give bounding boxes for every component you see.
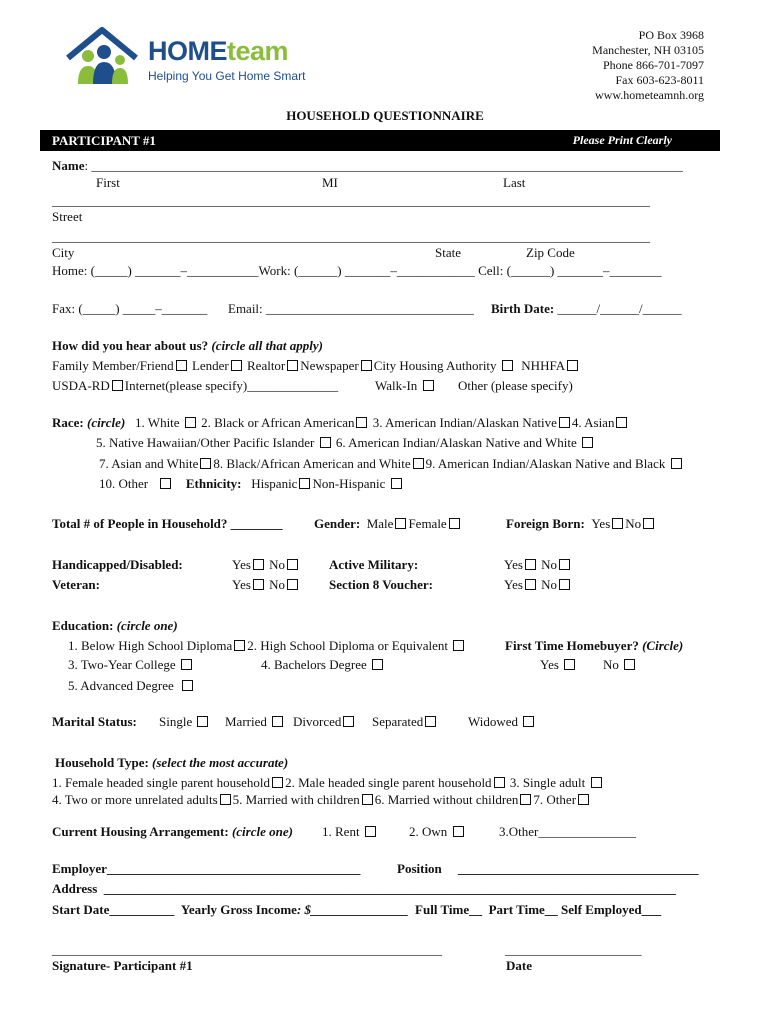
mi-caption: MI bbox=[322, 175, 338, 190]
checkbox-rent[interactable] bbox=[365, 826, 376, 837]
race-black-white: 8. Black/African American and White bbox=[213, 456, 411, 471]
checkbox-male[interactable] bbox=[395, 518, 406, 529]
foreign-yes: Yes bbox=[591, 516, 611, 531]
brand-name bbox=[148, 36, 288, 66]
birth-date-label: Birth Date: bbox=[491, 301, 555, 316]
employment-row bbox=[52, 902, 661, 918]
housing-own: 2. Own bbox=[409, 824, 448, 839]
housing-hint: (circle one) bbox=[228, 824, 293, 839]
self-employed-field[interactable]: Self Employed___ bbox=[561, 902, 662, 917]
gender-group bbox=[314, 516, 462, 532]
option-family-friend: Family Member/Friend bbox=[52, 358, 174, 373]
htype-unrelated: 4. Two or more unrelated adults bbox=[52, 792, 218, 807]
employer-address-field[interactable]: ________________________________________________________________________________________ bbox=[103, 881, 676, 896]
housing-own-group bbox=[409, 824, 466, 840]
option-newspaper: Newspaper bbox=[300, 358, 359, 373]
checkbox-below-hs[interactable] bbox=[234, 640, 245, 651]
race-row1 bbox=[52, 415, 629, 431]
htype-female-single: 1. Female headed single parent household bbox=[52, 775, 271, 790]
education-heading bbox=[52, 618, 178, 634]
brand-tagline: Helping You Get Home Smart bbox=[148, 69, 306, 83]
education-bachelors: 4. Bachelors Degree bbox=[261, 657, 367, 672]
race-asian: 4. Asian bbox=[571, 415, 615, 430]
option-internet[interactable]: Internet(please specify)______________ bbox=[124, 378, 339, 393]
city-caption: City bbox=[52, 245, 75, 260]
organization-address bbox=[592, 28, 704, 103]
state-caption: State bbox=[435, 245, 461, 260]
household-type-row2 bbox=[52, 792, 591, 808]
checkbox-advanced[interactable] bbox=[182, 680, 193, 691]
employer-address-label: Address bbox=[52, 881, 98, 896]
military-no: No bbox=[541, 557, 558, 572]
section8-options bbox=[504, 577, 572, 593]
fthb-no-group bbox=[603, 657, 637, 673]
checkbox-race-native-hawaiian[interactable] bbox=[320, 437, 331, 448]
checkbox-male-single[interactable] bbox=[494, 777, 505, 788]
race-row4 bbox=[99, 476, 404, 492]
name-field[interactable]: : ___________________________________________________________________________________________ bbox=[84, 158, 683, 173]
race-other: 10. Other bbox=[99, 476, 149, 491]
military-yes: Yes bbox=[504, 557, 523, 572]
section8-yes: Yes bbox=[504, 577, 523, 592]
brand-team: team bbox=[227, 36, 289, 66]
print-clearly-note: Please Print Clearly bbox=[572, 133, 672, 147]
handicapped-no: No bbox=[269, 557, 286, 572]
address-row bbox=[52, 881, 676, 897]
brand-home: HOME bbox=[148, 36, 227, 66]
checkbox-divorced[interactable] bbox=[343, 716, 354, 727]
checkbox-single-adult[interactable] bbox=[591, 777, 602, 788]
education-two-year: 3. Two-Year College bbox=[68, 657, 176, 672]
fthb-label: First Time Homebuyer? bbox=[505, 638, 639, 653]
fthb-yes-group bbox=[540, 657, 577, 673]
ethnicity-label: Ethnicity: bbox=[185, 476, 242, 491]
checkbox-race-black-white[interactable] bbox=[413, 458, 424, 469]
fax-field[interactable]: Fax: (_____) _____–_______ bbox=[52, 301, 208, 316]
checkbox-htype-other[interactable] bbox=[578, 794, 589, 805]
race-white: 1. White bbox=[135, 415, 180, 430]
part-time-field[interactable]: Part Time__ bbox=[488, 902, 558, 917]
checkbox-race-american-indian-white[interactable] bbox=[582, 437, 593, 448]
fthb-yes: Yes bbox=[540, 657, 559, 672]
option-walk-in: Walk-In bbox=[375, 378, 418, 393]
marital-single: Single bbox=[159, 714, 193, 729]
checkbox-usda-rd[interactable] bbox=[112, 380, 123, 391]
housing-other-field[interactable]: 3.Other_______________ bbox=[499, 824, 636, 839]
checkbox-veteran-no[interactable] bbox=[287, 579, 298, 590]
checkbox-married-no-children[interactable] bbox=[520, 794, 531, 805]
checkbox-hispanic[interactable] bbox=[299, 478, 310, 489]
name-row bbox=[52, 158, 683, 174]
marital-label: Marital Status: bbox=[52, 714, 137, 729]
hear-options-row2 bbox=[52, 378, 338, 394]
birth-date-field[interactable]: ______/______/______ bbox=[554, 301, 682, 316]
position-field[interactable]: _____________________________________ bbox=[458, 861, 699, 876]
ethnicity-non-hispanic: Non-Hispanic bbox=[312, 476, 386, 491]
participant-label: PARTICIPANT #1 bbox=[52, 133, 156, 148]
foreign-no: No bbox=[625, 516, 642, 531]
option-city-housing: City Housing Authority bbox=[373, 358, 497, 373]
checkbox-race-black[interactable] bbox=[356, 417, 367, 428]
full-time-field[interactable]: Full Time__ bbox=[415, 902, 483, 917]
section8-label: Section 8 Voucher: bbox=[329, 577, 433, 592]
checkbox-own[interactable] bbox=[453, 826, 464, 837]
option-realtor: Realtor bbox=[247, 358, 286, 373]
address-line: Fax 603-623-8011 bbox=[615, 73, 704, 87]
option-other[interactable]: Other (please specify) bbox=[458, 378, 573, 393]
housing-label: Current Housing Arrangement: bbox=[52, 824, 229, 839]
street-field[interactable]: ____________________________________________________________________________________________ bbox=[52, 193, 650, 208]
htype-male-single: 2. Male headed single parent household bbox=[285, 775, 492, 790]
htype-single-adult: 3. Single adult bbox=[509, 775, 586, 790]
checkbox-newspaper[interactable] bbox=[361, 360, 372, 371]
checkbox-race-american-indian[interactable] bbox=[559, 417, 570, 428]
last-caption: Last bbox=[503, 175, 526, 190]
housing-rent-group bbox=[322, 824, 378, 840]
checkbox-married-children[interactable] bbox=[362, 794, 373, 805]
housing-heading bbox=[52, 824, 293, 840]
first-caption: First bbox=[96, 175, 120, 190]
gender-male: Male bbox=[366, 516, 394, 531]
address-line: www.hometeamnh.org bbox=[595, 88, 704, 102]
education-hs: 2. High School Diploma or Equivalent bbox=[247, 638, 449, 653]
race-native-hawaiian: 5. Native Hawaiian/Other Pacific Islander bbox=[96, 435, 315, 450]
hear-options-row1 bbox=[52, 358, 580, 374]
race-label: Race: bbox=[52, 415, 84, 430]
fthb-question bbox=[505, 638, 683, 654]
date-line[interactable]: _____________________ bbox=[505, 942, 642, 957]
checkbox-race-asian[interactable] bbox=[616, 417, 627, 428]
veteran-label: Veteran: bbox=[52, 577, 100, 592]
checkbox-handicapped-no[interactable] bbox=[287, 559, 298, 570]
checkbox-hs[interactable] bbox=[453, 640, 464, 651]
military-options bbox=[504, 557, 572, 573]
hometeam-logo bbox=[66, 26, 326, 96]
household-total-field[interactable]: Total # of People in Household? ________ bbox=[52, 516, 283, 531]
zip-caption: Zip Code bbox=[526, 245, 575, 260]
checkbox-single[interactable] bbox=[197, 716, 208, 727]
checkbox-foreign-no[interactable] bbox=[643, 518, 654, 529]
education-below-hs: 1. Below High School Diploma bbox=[68, 638, 233, 653]
address-line: Phone 866-701-7097 bbox=[603, 58, 704, 72]
checkbox-handicapped-yes[interactable] bbox=[253, 559, 264, 570]
race-american-indian-black: 9. American Indian/Alaskan Native and Black bbox=[425, 456, 666, 471]
housing-rent: 1. Rent bbox=[322, 824, 360, 839]
education-advanced: 5. Advanced Degree bbox=[68, 678, 174, 693]
phone-fields[interactable]: Home: (_____) _______–___________Work: (______) _______–____________ Cell: (______) _______–________ bbox=[52, 263, 662, 278]
checkbox-fthb-no[interactable] bbox=[624, 659, 635, 670]
race-black: 2. Black or African American bbox=[201, 415, 355, 430]
checkbox-city-housing[interactable] bbox=[502, 360, 513, 371]
education-two-year-group bbox=[68, 657, 194, 673]
checkbox-bachelors[interactable] bbox=[372, 659, 383, 670]
birth-date-row bbox=[491, 301, 682, 317]
option-nhhfa: NHHFA bbox=[521, 358, 566, 373]
handicapped-options bbox=[232, 557, 300, 573]
checkbox-veteran-yes[interactable] bbox=[253, 579, 264, 590]
foreign-born-group bbox=[506, 516, 656, 532]
marital-married-group bbox=[225, 714, 285, 730]
marital-divorced-group bbox=[293, 714, 356, 730]
checkbox-section8-no[interactable] bbox=[559, 579, 570, 590]
checkbox-nhhfa[interactable] bbox=[567, 360, 578, 371]
marital-widowed: Widowed bbox=[468, 714, 519, 729]
foreign-born-label: Foreign Born: bbox=[506, 516, 585, 531]
checkbox-fthb-yes[interactable] bbox=[564, 659, 575, 670]
handicapped-label: Handicapped/Disabled: bbox=[52, 557, 183, 572]
checkbox-realtor[interactable] bbox=[287, 360, 298, 371]
marital-married: Married bbox=[225, 714, 267, 729]
street-caption: Street bbox=[52, 209, 83, 224]
household-type-hint: (select the most accurate) bbox=[148, 755, 289, 770]
race-hint: (circle) bbox=[83, 415, 126, 430]
option-lender: Lender bbox=[191, 358, 229, 373]
checkbox-unrelated[interactable] bbox=[220, 794, 231, 805]
checkbox-non-hispanic[interactable] bbox=[391, 478, 402, 489]
marital-single-group bbox=[159, 714, 210, 730]
option-usda-rd: USDA-RD bbox=[52, 378, 110, 393]
htype-other: 7. Other bbox=[533, 792, 577, 807]
checkbox-family-friend[interactable] bbox=[176, 360, 187, 371]
gender-label: Gender: bbox=[314, 516, 361, 531]
marital-divorced: Divorced bbox=[293, 714, 342, 729]
option-walkin-group bbox=[375, 378, 436, 394]
checkbox-race-white[interactable] bbox=[185, 417, 196, 428]
position-label: Position bbox=[397, 861, 442, 876]
checkbox-walk-in[interactable] bbox=[423, 380, 434, 391]
hear-question bbox=[52, 338, 323, 354]
education-bachelors-group bbox=[261, 657, 385, 673]
checkbox-lender[interactable] bbox=[231, 360, 242, 371]
checkbox-race-other[interactable] bbox=[160, 478, 171, 489]
signature-label: Signature- Participant #1 bbox=[52, 958, 193, 973]
employer-field[interactable]: Employer_______________________________________ bbox=[52, 861, 361, 876]
handicapped-yes: Yes bbox=[232, 557, 251, 572]
checkbox-widowed[interactable] bbox=[523, 716, 534, 727]
signature-line[interactable]: ____________________________________________________________ bbox=[52, 942, 442, 957]
checkbox-female[interactable] bbox=[449, 518, 460, 529]
household-type-row1 bbox=[52, 775, 604, 791]
income-field[interactable]: : $_______________ bbox=[296, 902, 409, 917]
gender-female: Female bbox=[408, 516, 447, 531]
htype-married-children: 5. Married with children bbox=[232, 792, 360, 807]
checkbox-separated[interactable] bbox=[425, 716, 436, 727]
checkbox-two-year[interactable] bbox=[181, 659, 192, 670]
education-label: Education: bbox=[52, 618, 114, 633]
name-label: Name bbox=[52, 158, 85, 173]
section8-no: No bbox=[541, 577, 558, 592]
city-field[interactable]: ____________________________________________________________________________________________ bbox=[52, 229, 650, 244]
address-line: Manchester, NH 03105 bbox=[592, 43, 704, 57]
ethnicity-hispanic: Hispanic bbox=[251, 476, 298, 491]
fthb-no: No bbox=[603, 657, 619, 672]
veteran-yes: Yes bbox=[232, 577, 251, 592]
education-row1 bbox=[68, 638, 466, 654]
address-line: PO Box 3968 bbox=[638, 28, 704, 42]
education-advanced-group bbox=[68, 678, 195, 694]
checkbox-married[interactable] bbox=[272, 716, 283, 727]
checkbox-military-no[interactable] bbox=[559, 559, 570, 570]
veteran-options bbox=[232, 577, 300, 593]
household-type-label: Household Type: bbox=[55, 755, 149, 770]
checkbox-military-yes[interactable] bbox=[525, 559, 536, 570]
education-hint: (circle one) bbox=[113, 618, 178, 633]
veteran-no: No bbox=[269, 577, 286, 592]
hear-question-hint: (circle all that apply) bbox=[208, 338, 323, 353]
checkbox-race-american-indian-black[interactable] bbox=[671, 458, 682, 469]
race-row2 bbox=[96, 435, 595, 451]
fthb-hint: (Circle) bbox=[638, 638, 684, 653]
race-asian-white: 7. Asian and White bbox=[99, 456, 199, 471]
income-label: Yearly Gross Income bbox=[180, 902, 297, 917]
checkbox-foreign-yes[interactable] bbox=[612, 518, 623, 529]
participant-bar bbox=[40, 130, 720, 151]
marital-widowed-group bbox=[468, 714, 536, 730]
household-type-heading bbox=[55, 755, 288, 771]
email-field[interactable]: Email: ________________________________ bbox=[228, 301, 474, 316]
checkbox-female-single[interactable] bbox=[272, 777, 283, 788]
start-date-field[interactable]: Start Date__________ bbox=[52, 902, 175, 917]
race-american-indian: 3. American Indian/Alaskan Native bbox=[372, 415, 557, 430]
date-label: Date bbox=[506, 958, 532, 973]
military-label: Active Military: bbox=[329, 557, 419, 572]
hear-question-text: How did you hear about us? bbox=[52, 338, 209, 353]
checkbox-section8-yes[interactable] bbox=[525, 579, 536, 590]
race-american-indian-white: 6. American Indian/Alaskan Native and White bbox=[335, 435, 577, 450]
checkbox-race-asian-white[interactable] bbox=[200, 458, 211, 469]
page-title: HOUSEHOLD QUESTIONNAIRE bbox=[286, 108, 484, 123]
marital-separated-group bbox=[372, 714, 438, 730]
htype-married-no-children: 6. Married without children bbox=[374, 792, 519, 807]
race-row3 bbox=[99, 456, 684, 472]
marital-separated: Separated bbox=[372, 714, 424, 729]
